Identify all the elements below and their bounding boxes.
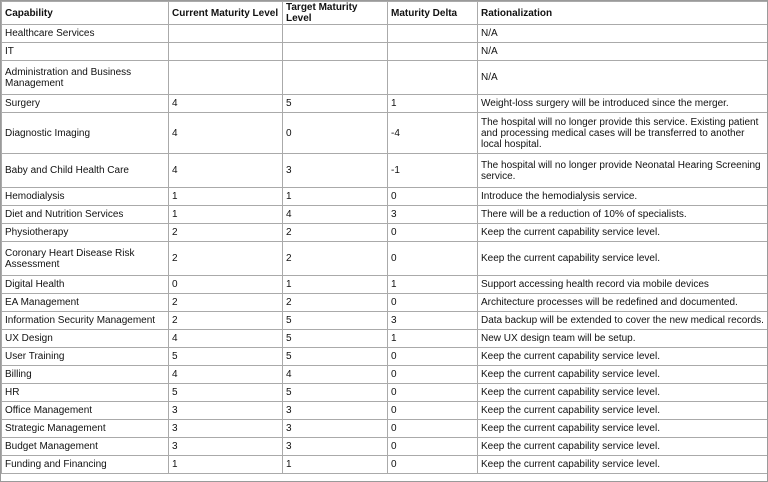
cell-delta: 0: [388, 456, 478, 474]
cell-current-level: 5: [169, 384, 283, 402]
cell-capability: HR: [2, 384, 169, 402]
table-row: [2, 43, 768, 61]
cell-delta: 0: [388, 224, 478, 242]
cell-target-level: 1: [283, 188, 388, 206]
cell-current-level: 5: [169, 348, 283, 366]
cell-capability: Budget Management: [2, 438, 169, 456]
cell-rationalization: Keep the current capability service level.: [478, 224, 768, 242]
cell-rationalization: Keep the current capability service level.: [478, 456, 768, 474]
cell-capability: Strategic Management: [2, 420, 169, 438]
cell-delta: -1: [388, 154, 478, 188]
cell-delta: [388, 61, 478, 95]
cell-current-level: 1: [169, 188, 283, 206]
cell-current-level: [169, 61, 283, 95]
table-row: [2, 154, 768, 188]
table-row: [2, 276, 768, 294]
cell-rationalization: Architecture processes will be redefined and documented.: [478, 294, 768, 312]
table-row: [2, 348, 768, 366]
cell-capability: Diagnostic Imaging: [2, 113, 169, 154]
table-row: [2, 294, 768, 312]
cell-target-level: [283, 43, 388, 61]
cell-current-level: 0: [169, 276, 283, 294]
header-rationalization: Rationalization: [478, 2, 768, 25]
table-row: [2, 456, 768, 474]
header-capability: Capability: [2, 2, 169, 25]
cell-rationalization: The hospital will no longer provide Neonatal Hearing Screening service.: [478, 154, 768, 188]
cell-delta: -4: [388, 113, 478, 154]
cell-delta: 0: [388, 294, 478, 312]
table-row: [2, 420, 768, 438]
cell-current-level: 1: [169, 206, 283, 224]
cell-target-level: 5: [283, 384, 388, 402]
cell-target-level: [283, 25, 388, 43]
cell-rationalization: Keep the current capability service level.: [478, 242, 768, 276]
cell-rationalization: N/A: [478, 61, 768, 95]
header-current-maturity-level: Current Maturity Level: [169, 2, 283, 25]
cell-current-level: 3: [169, 438, 283, 456]
cell-capability: Physiotherapy: [2, 224, 169, 242]
cell-delta: 3: [388, 312, 478, 330]
cell-capability: User Training: [2, 348, 169, 366]
cell-target-level: 2: [283, 294, 388, 312]
cell-target-level: [283, 61, 388, 95]
cell-rationalization: Keep the current capability service level.: [478, 402, 768, 420]
cell-current-level: 2: [169, 312, 283, 330]
cell-capability: EA Management: [2, 294, 169, 312]
cell-rationalization: Keep the current capability service level.: [478, 348, 768, 366]
cell-target-level: 3: [283, 420, 388, 438]
cell-delta: [388, 25, 478, 43]
cell-rationalization: New UX design team will be setup.: [478, 330, 768, 348]
cell-current-level: 4: [169, 366, 283, 384]
cell-delta: 0: [388, 402, 478, 420]
cell-capability: Digital Health: [2, 276, 169, 294]
cell-capability: Office Management: [2, 402, 169, 420]
table-row: [2, 61, 768, 95]
cell-capability: UX Design: [2, 330, 169, 348]
cell-target-level: 1: [283, 456, 388, 474]
cell-target-level: 1: [283, 276, 388, 294]
cell-delta: 0: [388, 384, 478, 402]
cell-delta: 0: [388, 438, 478, 456]
cell-capability: Surgery: [2, 95, 169, 113]
cell-delta: [388, 43, 478, 61]
cell-target-level: 2: [283, 242, 388, 276]
cell-current-level: 3: [169, 420, 283, 438]
cell-current-level: 2: [169, 242, 283, 276]
cell-target-level: 5: [283, 348, 388, 366]
cell-capability: Information Security Management: [2, 312, 169, 330]
cell-rationalization: Keep the current capability service level.: [478, 384, 768, 402]
cell-current-level: 4: [169, 95, 283, 113]
table-row: [2, 25, 768, 43]
cell-capability: Coronary Heart Disease Risk Assessment: [2, 242, 169, 276]
cell-rationalization: N/A: [478, 25, 768, 43]
table-row: [2, 206, 768, 224]
cell-capability: Baby and Child Health Care: [2, 154, 169, 188]
cell-target-level: 4: [283, 366, 388, 384]
capability-table: [1, 1, 768, 474]
cell-current-level: 1: [169, 456, 283, 474]
cell-rationalization: Weight-loss surgery will be introduced since the merger.: [478, 95, 768, 113]
table-header-row: [2, 2, 768, 25]
cell-target-level: 0: [283, 113, 388, 154]
cell-rationalization: N/A: [478, 43, 768, 61]
cell-current-level: 4: [169, 330, 283, 348]
cell-delta: 1: [388, 276, 478, 294]
cell-target-level: 3: [283, 438, 388, 456]
cell-delta: 0: [388, 366, 478, 384]
cell-current-level: 4: [169, 154, 283, 188]
cell-capability: IT: [2, 43, 169, 61]
cell-rationalization: Keep the current capability service level.: [478, 420, 768, 438]
cell-rationalization: The hospital will no longer provide this service. Existing patient and processing medical cases will be transferred to another local hospital.: [478, 113, 768, 154]
cell-delta: 0: [388, 348, 478, 366]
cell-delta: 0: [388, 242, 478, 276]
cell-delta: 0: [388, 188, 478, 206]
table-row: [2, 438, 768, 456]
cell-capability: Hemodialysis: [2, 188, 169, 206]
cell-current-level: 3: [169, 402, 283, 420]
cell-current-level: [169, 25, 283, 43]
cell-target-level: 3: [283, 402, 388, 420]
cell-target-level: 5: [283, 95, 388, 113]
table-row: [2, 402, 768, 420]
table-row: [2, 242, 768, 276]
cell-rationalization: Keep the current capability service level.: [478, 438, 768, 456]
table-row: [2, 113, 768, 154]
cell-delta: 0: [388, 420, 478, 438]
table-body: [2, 25, 768, 474]
cell-capability: Administration and Business Management: [2, 61, 169, 95]
cell-rationalization: There will be a reduction of 10% of specialists.: [478, 206, 768, 224]
cell-target-level: 2: [283, 224, 388, 242]
table-row: [2, 384, 768, 402]
cell-rationalization: Keep the current capability service level.: [478, 366, 768, 384]
cell-current-level: 2: [169, 294, 283, 312]
cell-capability: Healthcare Services: [2, 25, 169, 43]
table-row: [2, 366, 768, 384]
cell-rationalization: Data backup will be extended to cover the new medical records.: [478, 312, 768, 330]
cell-rationalization: Introduce the hemodialysis service.: [478, 188, 768, 206]
table-row: [2, 330, 768, 348]
header-target-maturity-level: Target Maturity Level: [283, 2, 388, 25]
cell-capability: Funding and Financing: [2, 456, 169, 474]
cell-delta: 3: [388, 206, 478, 224]
cell-current-level: 4: [169, 113, 283, 154]
header-maturity-delta: Maturity Delta: [388, 2, 478, 25]
table-row: [2, 312, 768, 330]
cell-target-level: 5: [283, 330, 388, 348]
cell-target-level: 4: [283, 206, 388, 224]
cell-capability: Diet and Nutrition Services: [2, 206, 169, 224]
table-row: [2, 95, 768, 113]
cell-delta: 1: [388, 330, 478, 348]
cell-delta: 1: [388, 95, 478, 113]
table-row: [2, 224, 768, 242]
table-row: [2, 188, 768, 206]
cell-rationalization: Support accessing health record via mobile devices: [478, 276, 768, 294]
cell-target-level: 5: [283, 312, 388, 330]
cell-capability: Billing: [2, 366, 169, 384]
cell-current-level: [169, 43, 283, 61]
cell-current-level: 2: [169, 224, 283, 242]
cell-target-level: 3: [283, 154, 388, 188]
